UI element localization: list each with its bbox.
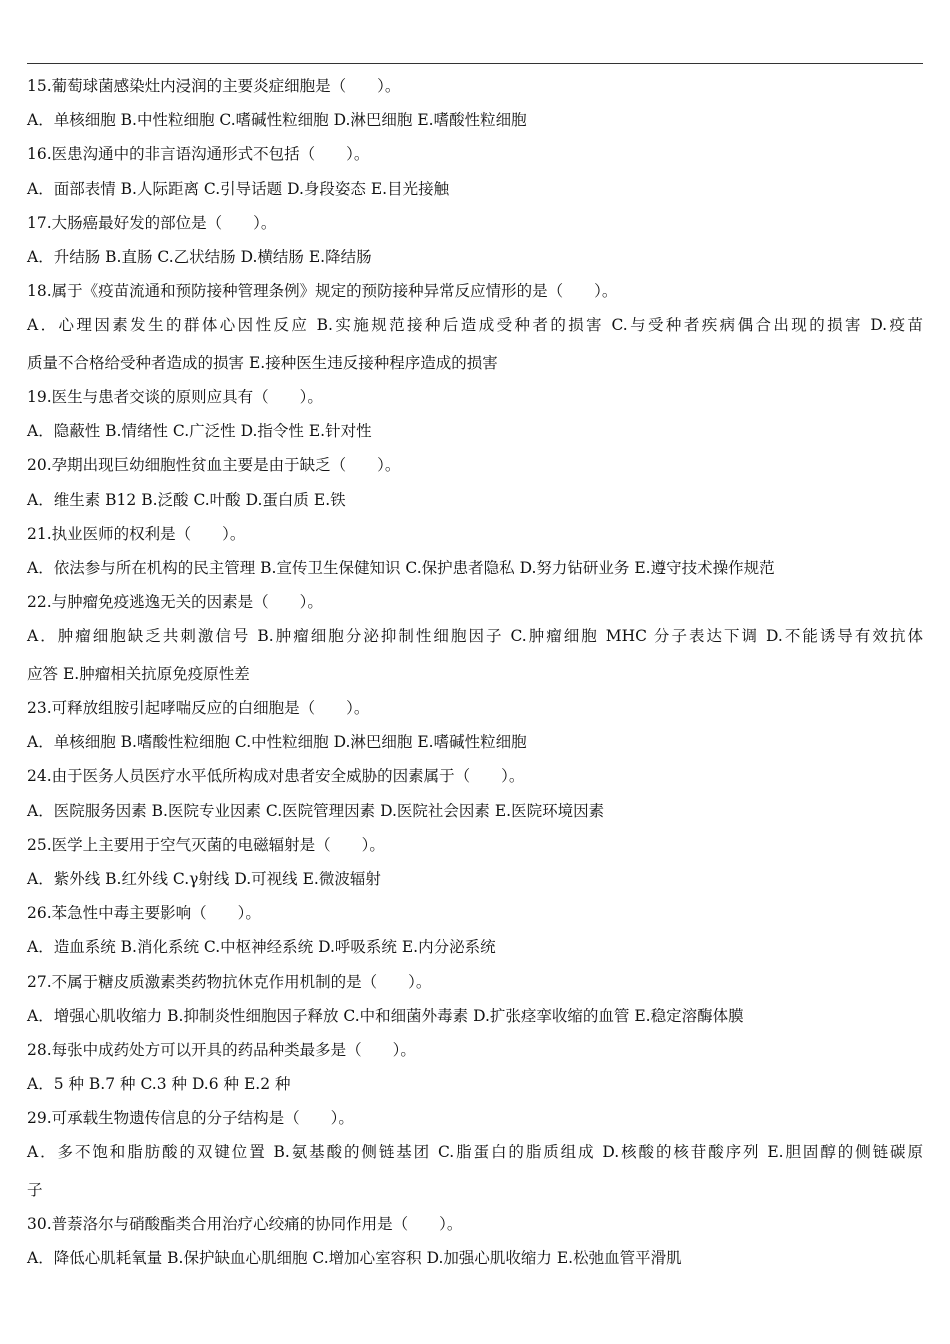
option-row xyxy=(27,1071,923,1105)
option: 质量不合格给受种者造成的损害 xyxy=(27,353,245,372)
question-stem: 16.医患沟通中的非言语沟通形式不包括（ ）。 xyxy=(27,145,370,164)
question-stem: 29.可承载生物遗传信息的分子结构是（ ）。 xyxy=(27,1109,354,1128)
option: B.实施规范接种后造成受种者的损害 xyxy=(316,316,605,335)
option: B.直肠 xyxy=(105,247,153,266)
option: D.淋巴细胞 xyxy=(333,111,413,130)
option: B.嗜酸性粒细胞 xyxy=(120,733,230,752)
option: E.胆固醇的侧链碳原 xyxy=(767,1143,923,1162)
option: B.宣传卫生保健知识 xyxy=(260,558,401,577)
option-row xyxy=(27,487,923,521)
option: A．增强心肌收缩力 xyxy=(27,1006,163,1025)
option: B.抑制炎性细胞因子释放 xyxy=(167,1006,339,1025)
option: A．造血系统 xyxy=(27,938,116,957)
option-row xyxy=(27,798,923,832)
option: B.保护缺血心肌细胞 xyxy=(167,1249,308,1268)
question-stem: 30.普萘洛尔与硝酸酯类合用治疗心绞痛的协同作用是（ ）。 xyxy=(27,1215,463,1234)
option: E.2 种 xyxy=(243,1075,291,1094)
question-stem: 19.医生与患者交谈的原则应具有（ ）。 xyxy=(27,388,323,406)
option: C.与受种者疾病偶合出现的损害 xyxy=(611,316,863,335)
option-row-continued xyxy=(27,350,923,384)
option: B.泛酸 xyxy=(141,490,189,509)
option: A．肿瘤细胞缺乏共刺激信号 xyxy=(27,627,251,646)
option-row xyxy=(27,107,923,141)
option: C.中和细菌外毒素 xyxy=(343,1006,469,1025)
option: B.中性粒细胞 xyxy=(120,111,215,130)
question-list xyxy=(27,73,923,1280)
option-row xyxy=(27,934,923,968)
option: E.接种医生违反接种程序造成的损害 xyxy=(248,353,498,372)
option-row xyxy=(27,1139,923,1177)
question-stem: 24.由于医务人员医疗水平低所构成对患者安全威胁的因素属于（ ）。 xyxy=(27,767,525,786)
option: A．隐蔽性 xyxy=(27,422,101,441)
question-stem: 15.葡萄球菌感染灶内浸润的主要炎症细胞是（ ）。 xyxy=(27,77,401,95)
option: A．5 种 xyxy=(27,1075,84,1094)
option: C.医院管理因素 xyxy=(265,801,376,820)
option-row xyxy=(27,729,923,763)
option: E.降结肠 xyxy=(308,247,372,266)
option: A．单核细胞 xyxy=(27,733,116,752)
question-stem: 25.医学上主要用于空气灭菌的电磁辐射是（ ）。 xyxy=(27,835,385,854)
option-row xyxy=(27,244,923,278)
question-stem: 17.大肠癌最好发的部位是（ ）。 xyxy=(27,213,277,232)
option: A．多不饱和脂肪酸的双键位置 xyxy=(27,1143,267,1162)
option: A．单核细胞 xyxy=(27,111,116,130)
option-row xyxy=(27,418,923,452)
option: 子 xyxy=(27,1180,43,1199)
option: E.肿瘤相关抗原免疫原性差 xyxy=(62,664,250,683)
option: A．降低心肌耗氧量 xyxy=(27,1249,163,1268)
option: E.铁 xyxy=(313,490,346,509)
option: B.7 种 xyxy=(88,1075,136,1094)
option: E.松弛血管平滑肌 xyxy=(556,1249,682,1268)
option: E.微波辐射 xyxy=(302,869,381,888)
option: D.扩张痉挛收缩的血管 xyxy=(473,1006,630,1025)
option-row xyxy=(27,312,923,350)
option-row-continued xyxy=(27,661,923,695)
option: C.γ射线 xyxy=(172,869,230,888)
option: B.情绪性 xyxy=(105,422,168,441)
option: C.保护患者隐私 xyxy=(405,558,515,577)
option: C.嗜碱性粒细胞 xyxy=(219,111,329,130)
question-stem: 26.苯急性中毒主要影响（ ）。 xyxy=(27,904,261,923)
option: E.医院环境因素 xyxy=(494,801,605,820)
option: D.横结肠 xyxy=(240,247,304,266)
option-row xyxy=(27,1245,923,1279)
option: D.加强心肌收缩力 xyxy=(426,1249,552,1268)
option: C.广泛性 xyxy=(172,422,236,441)
option: B.消化系统 xyxy=(120,938,199,957)
option: D.蛋白质 xyxy=(245,490,309,509)
option: E.目光接触 xyxy=(370,179,450,198)
option: D.疫苗 xyxy=(870,316,923,335)
question-stem: 20.孕期出现巨幼细胞性贫血主要是由于缺乏（ ）。 xyxy=(27,456,401,475)
option-row xyxy=(27,555,923,589)
option: D.努力钻研业务 xyxy=(519,558,630,577)
header-rule xyxy=(27,63,923,64)
option: 应答 xyxy=(27,664,59,683)
option: B.人际距离 xyxy=(120,179,199,198)
option: C.乙状结肠 xyxy=(157,247,236,266)
option: B.红外线 xyxy=(105,869,168,888)
option: A．维生素 B12 xyxy=(27,490,137,509)
option-row xyxy=(27,1003,923,1037)
option: E.嗜碱性粒细胞 xyxy=(417,733,527,752)
option: C.肿瘤细胞 MHC 分子表达下调 xyxy=(510,627,760,646)
option: D.淋巴细胞 xyxy=(333,733,413,752)
option: B.医院专业因素 xyxy=(151,801,261,820)
option-row xyxy=(27,866,923,900)
option: C.中枢神经系统 xyxy=(203,938,314,957)
option: D.可视线 xyxy=(234,869,298,888)
option: D.医院社会因素 xyxy=(380,801,490,820)
option: A．面部表情 xyxy=(27,179,116,198)
question-stem: 22.与肿瘤免疫逃逸无关的因素是（ ）。 xyxy=(27,593,323,612)
option-row xyxy=(27,176,923,210)
option: C.中性粒细胞 xyxy=(234,733,329,752)
option: A．心理因素发生的群体心因性反应 xyxy=(27,316,310,335)
option-row xyxy=(27,623,923,661)
option: D.不能诱导有效抗体 xyxy=(766,627,923,646)
option-row-continued xyxy=(27,1177,923,1211)
question-stem: 28.每张中成药处方可以开具的药品种类最多是（ ）。 xyxy=(27,1040,416,1059)
option: D.核酸的核苷酸序列 xyxy=(602,1143,761,1162)
option: C.叶酸 xyxy=(193,490,241,509)
question-stem: 18.属于《疫苗流通和预防接种管理条例》规定的预防接种异常反应情形的是（ ）。 xyxy=(27,282,618,301)
option: B.肿瘤细胞分泌抑制性细胞因子 xyxy=(257,627,504,646)
document-page xyxy=(27,0,923,1344)
option: A．依法参与所在机构的民主管理 xyxy=(27,558,256,577)
option: B.氨基酸的侧链基团 xyxy=(273,1143,432,1162)
option: A．紫外线 xyxy=(27,869,101,888)
option: C.引导话题 xyxy=(203,179,283,198)
question-stem: 27.不属于糖皮质激素类药物抗休克作用机制的是（ ）。 xyxy=(27,972,432,991)
option: E.内分泌系统 xyxy=(401,938,496,957)
option: E.针对性 xyxy=(308,422,372,441)
option: E.嗜酸性粒细胞 xyxy=(417,111,527,130)
option: C.3 种 xyxy=(140,1075,187,1094)
option: D.6 种 xyxy=(191,1075,240,1094)
option: D.呼吸系统 xyxy=(318,938,397,957)
option: D.身段姿态 xyxy=(287,179,366,198)
option: A．升结肠 xyxy=(27,247,101,266)
option: A．医院服务因素 xyxy=(27,801,147,820)
question-stem: 23.可释放组胺引起哮喘反应的白细胞是（ ）。 xyxy=(27,699,370,717)
option: C.脂蛋白的脂质组成 xyxy=(437,1143,596,1162)
option: E.稳定溶酶体膜 xyxy=(634,1006,744,1025)
question-stem: 21.执业医师的权利是（ ）。 xyxy=(27,524,246,543)
option: C.增加心室容积 xyxy=(312,1249,422,1268)
option: E.遵守技术操作规范 xyxy=(634,558,775,577)
option: D.指令性 xyxy=(240,422,304,441)
